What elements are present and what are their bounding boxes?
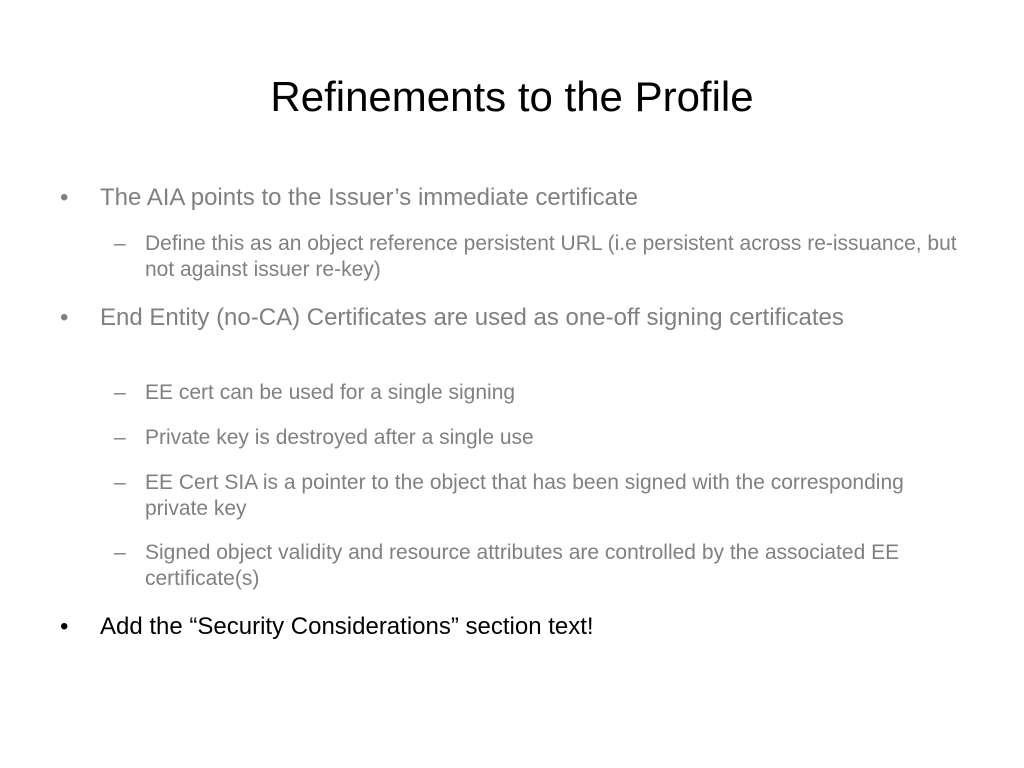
subitem-text: Signed object validity and resource attributes are controlled by the associated EE certificate(s) [145, 541, 900, 590]
subitem-text: EE Cert SIA is a pointer to the object that has been signed with the corresponding private key [145, 471, 904, 520]
bullet-marker: • [60, 613, 69, 640]
sub-marker: – [114, 471, 126, 494]
bullet-text: Add the “Security Considerations” section text! [100, 613, 594, 640]
subitem-text: Private key is destroyed after a single use [145, 426, 534, 449]
sub-marker: – [114, 232, 126, 255]
sub-marker: – [114, 381, 126, 404]
sub-marker: – [114, 541, 126, 564]
subitem-text: Define this as an object reference persistent URL (i.e persistent across re-issuance, but not against issuer re-key) [145, 232, 957, 281]
bullet-marker: • [60, 184, 69, 211]
bullet-marker: • [60, 304, 69, 331]
bullet-text: The AIA points to the Issuer’s immediate certificate [100, 184, 639, 211]
sub-marker: – [114, 426, 126, 449]
subitem-text: EE cert can be used for a single signing [145, 381, 516, 404]
bullet-text: End Entity (no-CA) Certificates are used as one-off signing certificates [100, 304, 844, 331]
slide-title: Refinements to the Profile [270, 73, 754, 120]
